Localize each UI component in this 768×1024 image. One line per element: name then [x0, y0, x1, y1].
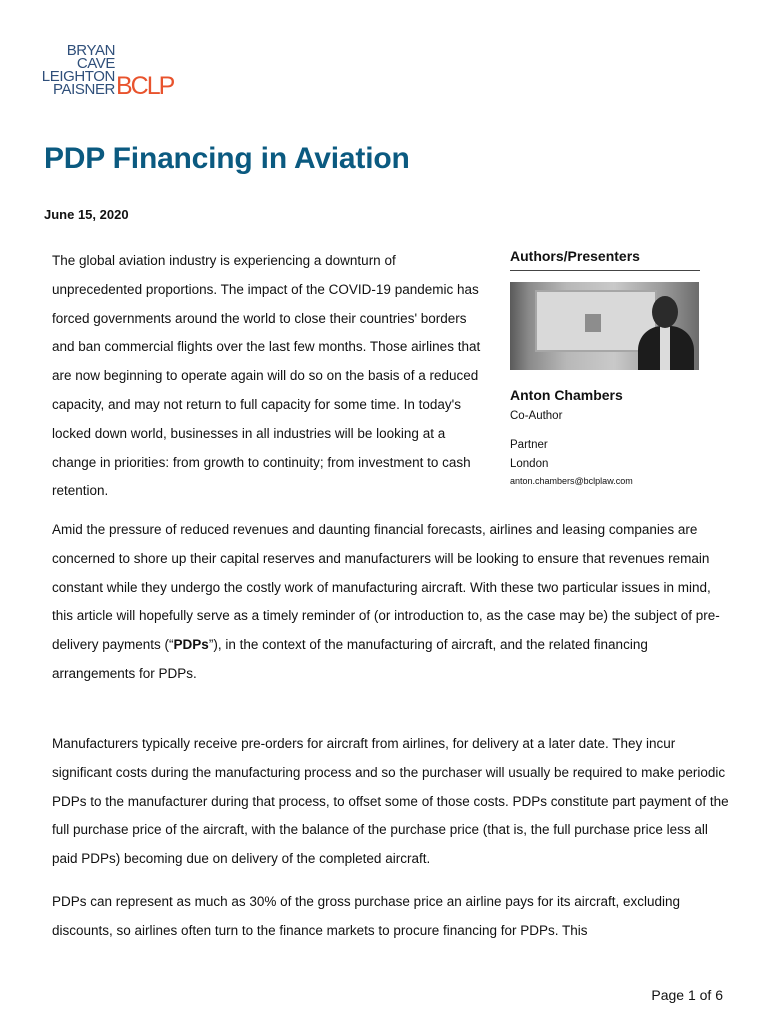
paragraph-pdp-intro — [52, 516, 732, 689]
logo-wordmark — [42, 44, 115, 96]
author-office: London — [510, 458, 549, 470]
sidebar-heading: Authors/Presenters — [510, 248, 700, 271]
paragraph-text: Amid the pressure of reduced revenues and daunting financial forecasts, airlines and leasing companies are concerned to shore up their capital reserves and manufacturers will be looking to ensure that revenues remain constant while they undergo the costly work of manufacturing aircraft. With these two particular issues in mind, this article will hopefully serve as a timely reminder of (or introduction to, as the case may be) the subject of pre-delivery payments (“ — [52, 522, 720, 653]
paragraph-text: ”), in the context of the manufacturing of aircraft, and the related financing arrangements for PDPs. — [52, 637, 648, 681]
company-logo — [40, 40, 175, 104]
paragraph-intro: The global aviation industry is experiencing a downturn of unprecedented proportions. The impact of the COVID-19 pandemic has forced governments around the world to close their countries' borders and ban commercial flights over the last few months. Those airlines that are now beginning to operate again will do so on the basis of a reduced capacity, and may not return to full capacity for some time. In today's locked down world, businesses in all industries will be looking at a change in priorities: from growth to continuity; from investment to cash retention. — [52, 253, 481, 499]
article-date: June 15, 2020 — [44, 207, 129, 222]
author-role: Co-Author — [510, 410, 563, 422]
author-name[interactable]: Anton Chambers — [510, 387, 623, 403]
logo-mark: BCLP — [116, 72, 174, 100]
authors-sidebar — [510, 248, 700, 486]
author-photo — [510, 282, 699, 370]
author-title: Partner — [510, 439, 548, 451]
paragraph-pdp-financing: PDPs can represent as much as 30% of the gross purchase price an airline pays for its aircraft, excluding discounts, so airlines often turn to the finance markets to procure financing for PDPs. This — [52, 894, 681, 938]
logo-line: LEIGHTON — [41, 68, 115, 85]
logo-line: BRYAN — [66, 42, 115, 59]
defined-term: PDPs — [173, 637, 209, 653]
author-email-link[interactable]: anton.chambers@bclplaw.com — [510, 476, 633, 486]
article-title: PDP Financing in Aviation — [44, 142, 410, 175]
logo-line: PAISNER — [53, 81, 115, 98]
page-number: Page 1 of 6 — [651, 987, 723, 1003]
paragraph-manufacturers: Manufacturers typically receive pre-orders for aircraft from airlines, for delivery at a later date. They incur significant costs during the manufacturing process and so the purchaser will usually be required to make periodic PDPs to the manufacturer during that process, to offset some of those costs. PDPs constitute part payment of the full purchase price of the aircraft, with the balance of the purchase price (that is, the full purchase price less all paid PDPs) becoming due on delivery of the completed aircraft. — [52, 736, 729, 867]
logo-line: CAVE — [76, 55, 115, 72]
